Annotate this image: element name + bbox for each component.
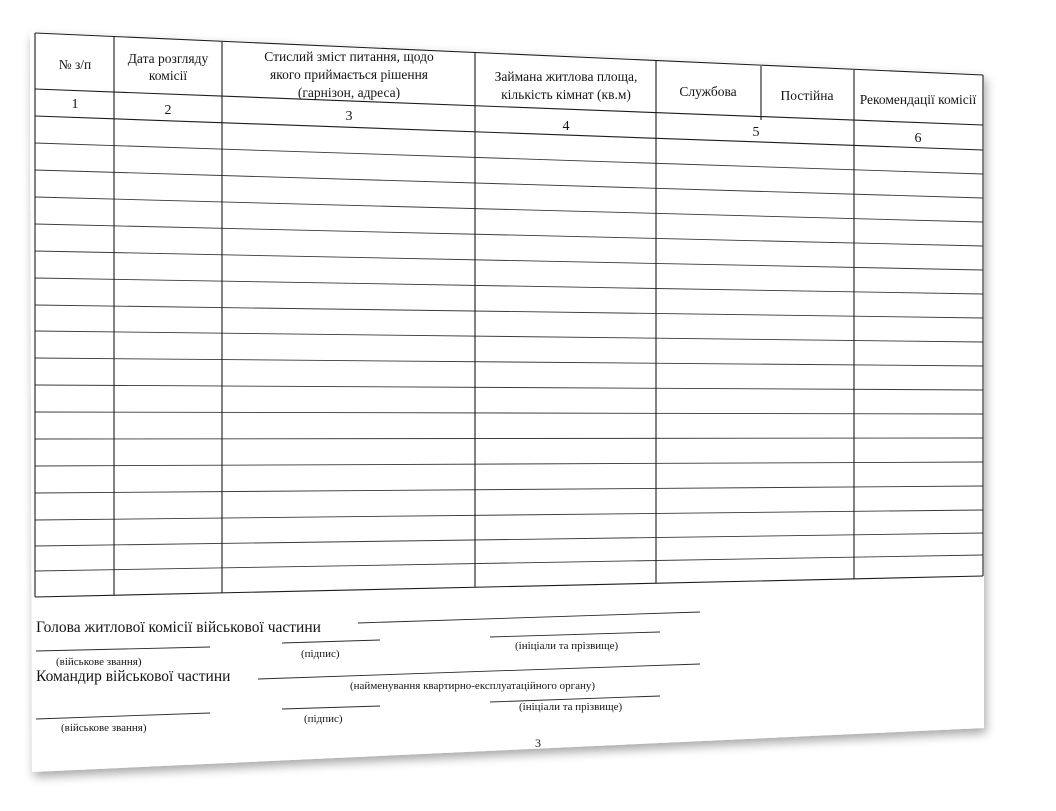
signature-caption-1: (підпис)	[301, 648, 340, 660]
initials-caption-2: (ініціали та прізвище)	[519, 701, 623, 713]
column-number: 2	[164, 103, 172, 118]
signature-caption-2: (підпис)	[304, 713, 343, 725]
header-number: № з/п	[58, 57, 92, 72]
column-number: 4	[562, 119, 570, 134]
column-number: 1	[71, 97, 79, 112]
header-recommendations: Рекомендації комісії	[859, 92, 977, 107]
rank-caption-2: (військове звання)	[61, 722, 147, 734]
header-content-line-2: якого приймається рішення	[270, 67, 428, 82]
rank-caption-1: (військове звання)	[56, 656, 142, 668]
header-date-line-2: комісії	[148, 68, 188, 83]
column-number: 6	[914, 131, 922, 146]
initials-caption-1: (ініціали та прізвище)	[515, 640, 619, 652]
column-number: 5	[752, 125, 760, 140]
column-number: 3	[345, 109, 353, 124]
header-content-line-1: Стислий зміст питання, щодо	[264, 49, 434, 64]
header-service: Службова	[679, 84, 737, 99]
head-of-commission-label: Голова житлової комісії військової частини	[36, 619, 321, 636]
commander-label: Командир військової частини	[36, 668, 231, 685]
header-date-line-1: Дата розгляду	[127, 51, 209, 66]
header-living-area-line-1: Займана житлова площа,	[494, 69, 638, 84]
paper	[30, 32, 984, 772]
page-number: 3	[535, 736, 541, 750]
header-living-area-line-2: кількість кімнат (кв.м)	[501, 87, 631, 102]
header-content-line-3: (гарнізон, адреса)	[297, 85, 401, 100]
header-permanent: Постійна	[780, 88, 834, 103]
organ-caption: (найменування квартирно-експлуатаційного органу)	[350, 680, 596, 692]
